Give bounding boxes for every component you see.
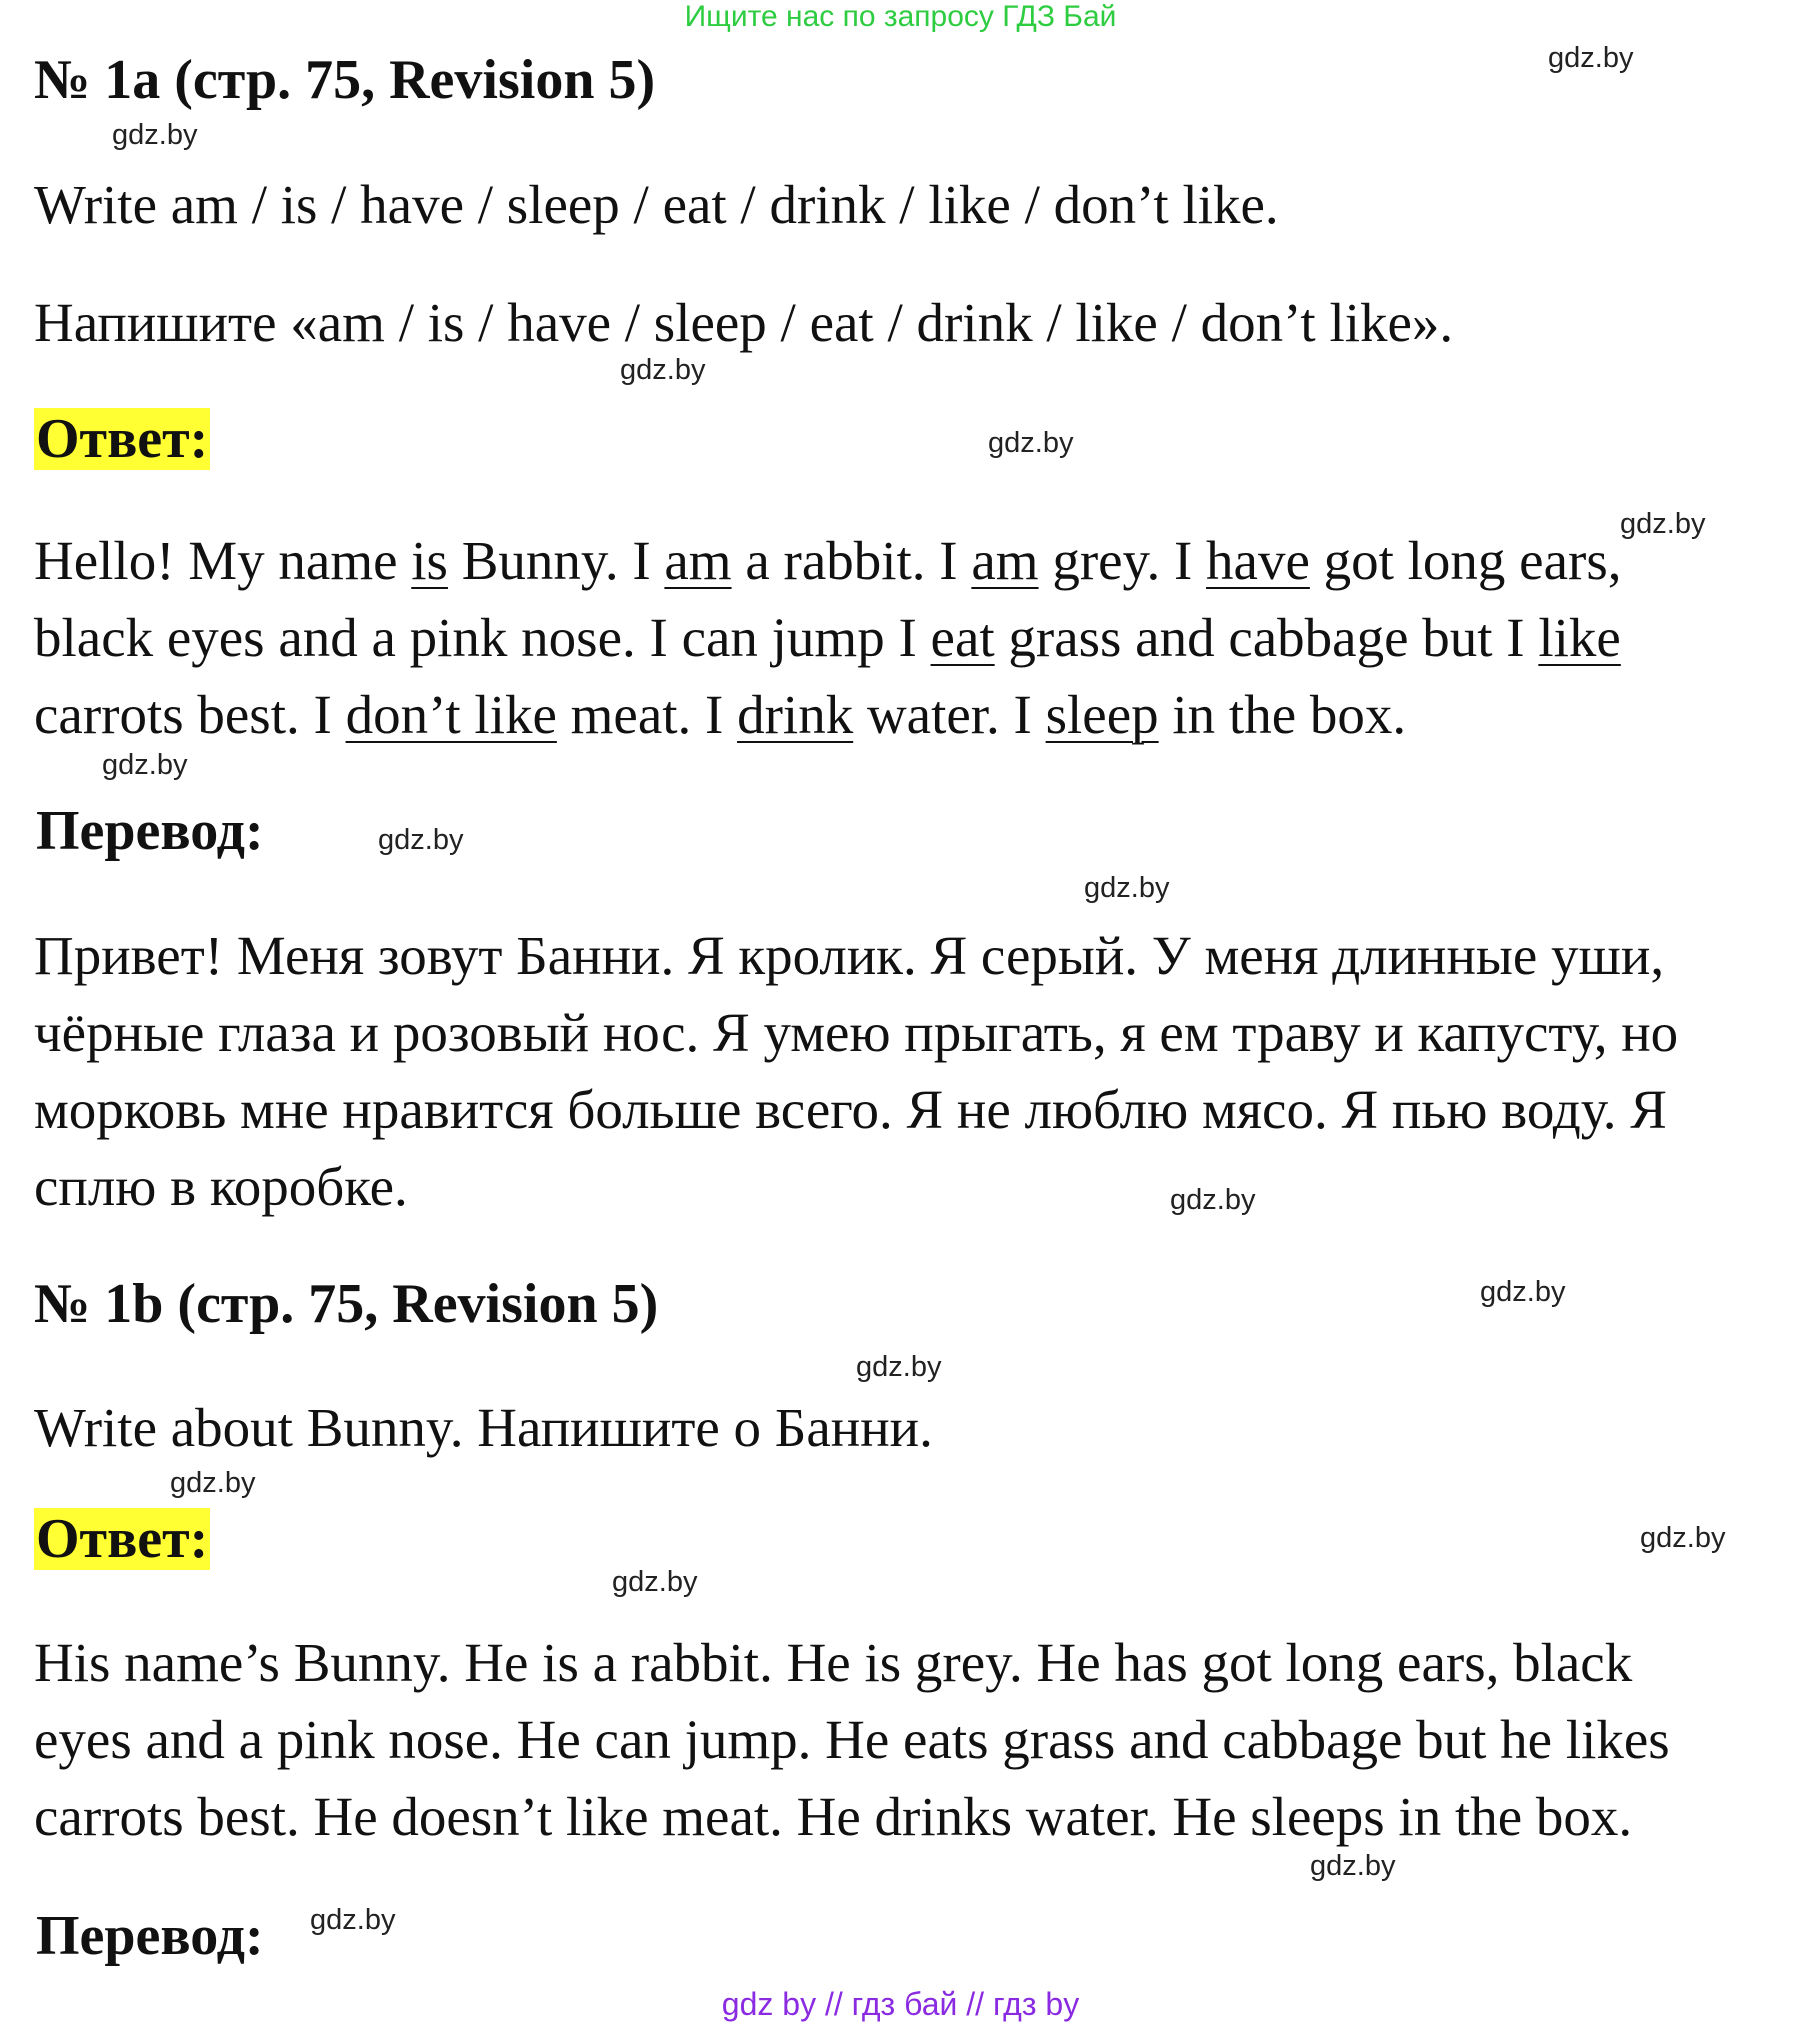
watermark: gdz.by xyxy=(1084,872,1170,904)
watermark: gdz.by xyxy=(1640,1522,1726,1554)
exercise-1a-task-en: Write am / is / have / sleep / eat / drink / like / don’t like. xyxy=(34,174,1279,235)
watermark: gdz.by xyxy=(170,1467,256,1499)
watermark: gdz.by xyxy=(612,1566,698,1598)
exercise-1a-title: № 1а (стр. 75, Revision 5) xyxy=(34,49,656,111)
watermark: gdz.by xyxy=(1170,1184,1256,1216)
watermark: gdz.by xyxy=(1480,1276,1566,1308)
watermark: gdz.by xyxy=(856,1351,942,1383)
watermark: gdz.by xyxy=(310,1904,396,1936)
exercise-1b-task: Write about Bunny. Напишите о Банни. xyxy=(34,1397,933,1458)
exercise-1b-answer-text: His name’s Bunny. He is a rabbit. He is grey. He has got long ears, black eyes and a pink nose. He can jump. He eats grass and cabbage but he likes carrots best. He doesn’t like meat. He drinks water. He sleeps in the box. xyxy=(34,1632,1670,1847)
watermark: gdz.by xyxy=(378,824,464,856)
watermark: gdz.by xyxy=(112,119,198,151)
exercise-1a-answer-text xyxy=(34,522,1621,753)
underlined-word: have xyxy=(1206,530,1310,591)
underlined-word: am xyxy=(664,530,732,591)
answer-line-3: carrots best. I don’t like meat. I drink water. I sleep in the box. xyxy=(34,684,1407,745)
watermark: gdz.by xyxy=(1310,1850,1396,1882)
footer-links: gdz by // гдз бай // гдз by xyxy=(721,1986,1080,2022)
answer-line-2: black eyes and a pink nose. I can jump I eat grass and cabbage but I like xyxy=(34,607,1621,668)
exercise-1a-translation-text: Привет! Меня зовут Банни. Я кролик. Я серый. У меня длинные уши, чёрные глаза и розовый нос. Я умею прыгать, я ем траву и капусту, но морковь мне нравится больше всего. Я не люблю мясо. Я пью воду. Я сплю в коробке. xyxy=(34,925,1679,1217)
watermark: gdz.by xyxy=(620,354,706,386)
exercise-1b-answer-label: Ответ: xyxy=(36,1508,209,1570)
watermark: gdz.by xyxy=(988,427,1074,459)
underlined-word: like xyxy=(1538,607,1621,668)
watermark: gdz.by xyxy=(1620,508,1706,540)
watermark: gdz.by xyxy=(102,749,188,781)
exercise-1a-translation-label: Перевод: xyxy=(36,800,264,862)
underlined-word: am xyxy=(971,530,1039,591)
exercise-1b-translation-label: Перевод: xyxy=(36,1905,264,1967)
search-banner: Ищите нас по запросу ГДЗ Бай xyxy=(684,0,1117,33)
watermark: gdz.by xyxy=(1548,42,1634,74)
underlined-word: sleep xyxy=(1045,684,1159,745)
exercise-1a-answer-label: Ответ: xyxy=(36,408,209,470)
exercise-1a-task-ru: Напишите «am / is / have / sleep / eat / drink / like / don’t like». xyxy=(34,292,1454,353)
underlined-word: eat xyxy=(930,607,995,668)
underlined-word: don’t like xyxy=(345,684,557,745)
underlined-word: drink xyxy=(737,684,854,745)
underlined-word: is xyxy=(411,530,448,591)
answer-line-1: Hello! My name is Bunny. I am a rabbit. I am grey. I have got long ears, xyxy=(34,530,1622,591)
exercise-1b-title: № 1b (стр. 75, Revision 5) xyxy=(34,1273,659,1335)
